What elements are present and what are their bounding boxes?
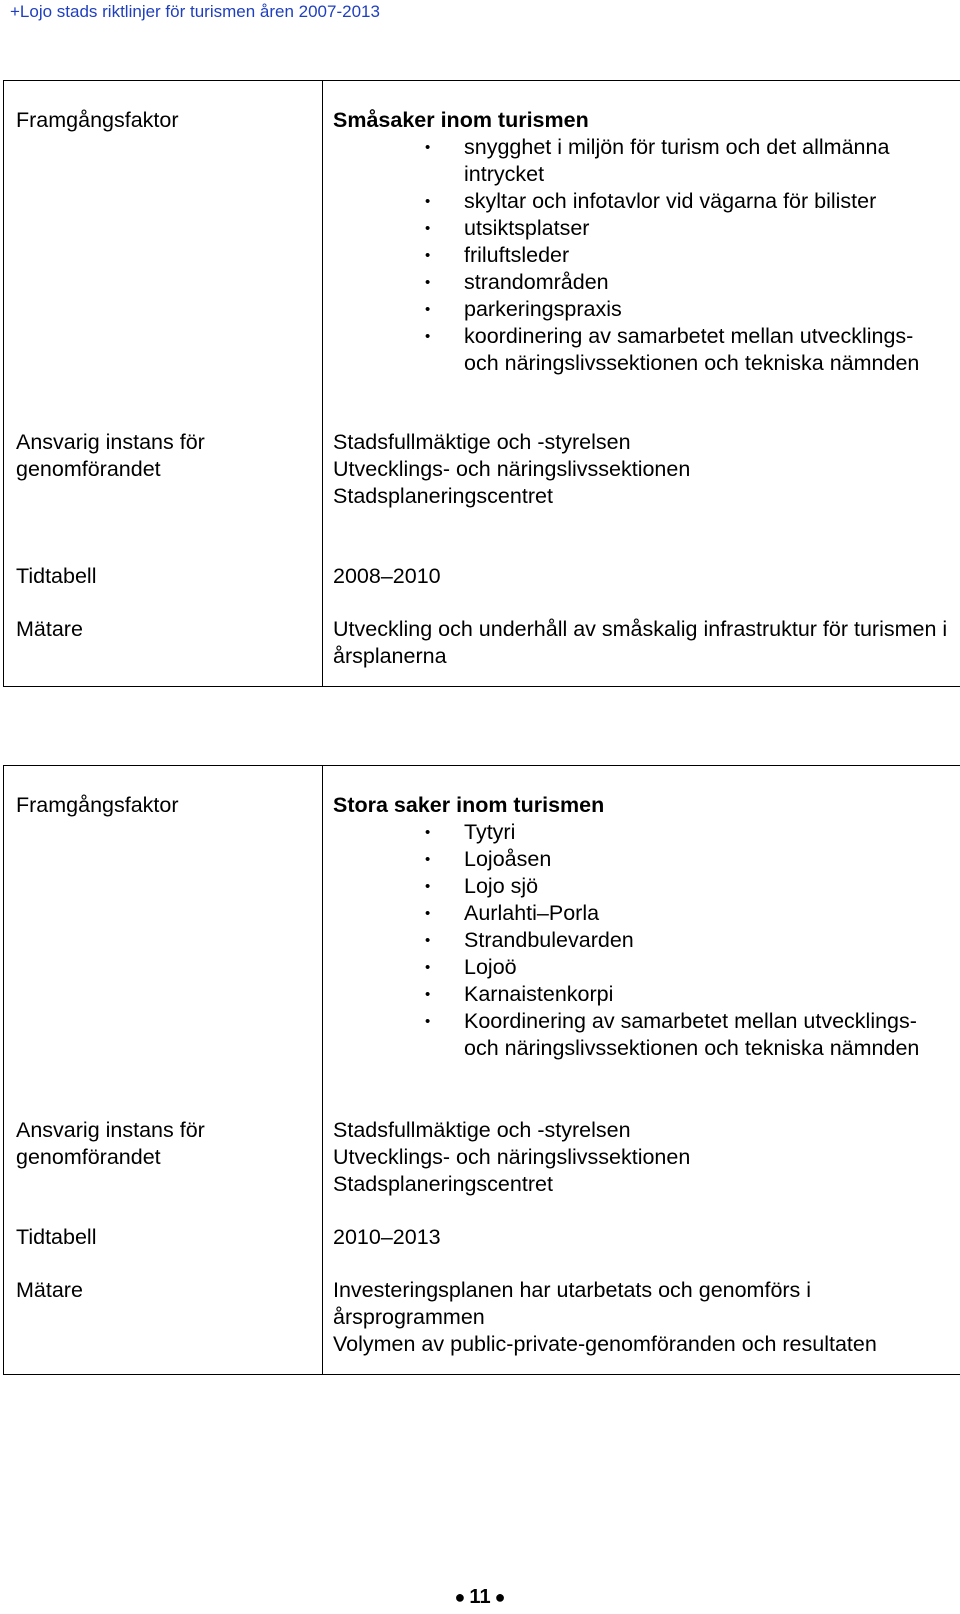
meter-line: Investeringsplanen har utarbetats och genomförs i årsprogrammen <box>333 1278 812 1329</box>
schedule-value: 2008–2010 <box>333 564 441 588</box>
factor-list <box>333 134 952 377</box>
page-number: 11 <box>469 1586 491 1608</box>
factor-label-cell <box>4 81 323 430</box>
responsible-line: Stadsplaneringscentret <box>333 484 553 508</box>
factor-title: Småsaker inom turismen <box>333 108 589 132</box>
factor-label-cell <box>4 766 323 1118</box>
schedule-label-cell <box>4 1198 323 1251</box>
success-factor-table-large <box>3 765 960 1375</box>
list-item: • Tytyri <box>333 819 952 846</box>
schedule-label-cell <box>4 510 323 590</box>
responsible-line: Utvecklings- och näringslivssektionen <box>333 457 691 481</box>
factor-list <box>333 819 952 1062</box>
list-item: • utsiktsplatser <box>333 215 952 242</box>
list-item: • Lojoåsen <box>333 846 952 873</box>
meter-label-cell <box>4 1251 323 1375</box>
schedule-value: 2010–2013 <box>333 1225 441 1249</box>
responsible-label-cell <box>4 429 323 510</box>
success-factor-table-small <box>3 80 960 687</box>
list-item: • snygghet i miljön för turism och det allmänna intrycket <box>333 134 952 188</box>
meter-label: Mätare <box>16 617 83 641</box>
list-item: • koordinering av samarbetet mellan utvecklings- och näringslivssektionen och tekniska nämnden <box>333 323 952 377</box>
meter-line: Volymen av public-private-genomföranden och resultaten <box>333 1332 877 1356</box>
list-item: • Karnaistenkorpi <box>333 981 952 1008</box>
schedule-label: Tidtabell <box>16 564 97 588</box>
schedule-label: Tidtabell <box>16 1225 97 1249</box>
bullet-icon: ● <box>454 1587 466 1607</box>
responsible-value-cell <box>323 1117 960 1198</box>
responsible-value-cell <box>323 429 960 510</box>
factor-label: Framgångsfaktor <box>16 793 179 817</box>
meter-label: Mätare <box>16 1278 83 1302</box>
factor-label: Framgångsfaktor <box>16 108 179 132</box>
list-item: • Lojoö <box>333 954 952 981</box>
list-item: • skyltar och infotavlor vid vägarna för bilister <box>333 188 952 215</box>
responsible-line: Stadsplaneringscentret <box>333 1172 553 1196</box>
list-item: • Koordinering av samarbetet mellan utvecklings- och näringslivssektionen och tekniska nämnden <box>333 1008 952 1062</box>
meter-label-cell <box>4 590 323 687</box>
responsible-label: Ansvarig instans för genomförandet <box>16 1118 205 1169</box>
factor-value-cell <box>323 766 960 1118</box>
list-item: • Aurlahti–Porla <box>333 900 952 927</box>
list-item: • Strandbulevarden <box>333 927 952 954</box>
responsible-label: Ansvarig instans för genomförandet <box>16 430 205 481</box>
responsible-line: Utvecklings- och näringslivssektionen <box>333 1145 691 1169</box>
list-item: • strandområden <box>333 269 952 296</box>
list-item: • parkeringspraxis <box>333 296 952 323</box>
meter-value-cell <box>323 1251 960 1375</box>
meter-value-cell <box>323 590 960 687</box>
responsible-label-cell <box>4 1117 323 1198</box>
schedule-value-cell <box>323 510 960 590</box>
list-item: • Lojo sjö <box>333 873 952 900</box>
factor-title: Stora saker inom turismen <box>333 793 605 817</box>
list-item: • friluftsleder <box>333 242 952 269</box>
document-header: +Lojo stads riktlinjer för turismen åren 2007-2013 <box>10 2 380 21</box>
schedule-value-cell <box>323 1198 960 1251</box>
responsible-line: Stadsfullmäktige och -styrelsen <box>333 1118 631 1142</box>
bullet-icon: ● <box>494 1587 506 1607</box>
factor-value-cell <box>323 81 960 430</box>
meter-value: Utveckling och underhåll av småskalig infrastruktur för turismen i årsplanerna <box>333 617 948 668</box>
responsible-line: Stadsfullmäktige och -styrelsen <box>333 430 631 454</box>
page-footer <box>0 1586 960 1609</box>
